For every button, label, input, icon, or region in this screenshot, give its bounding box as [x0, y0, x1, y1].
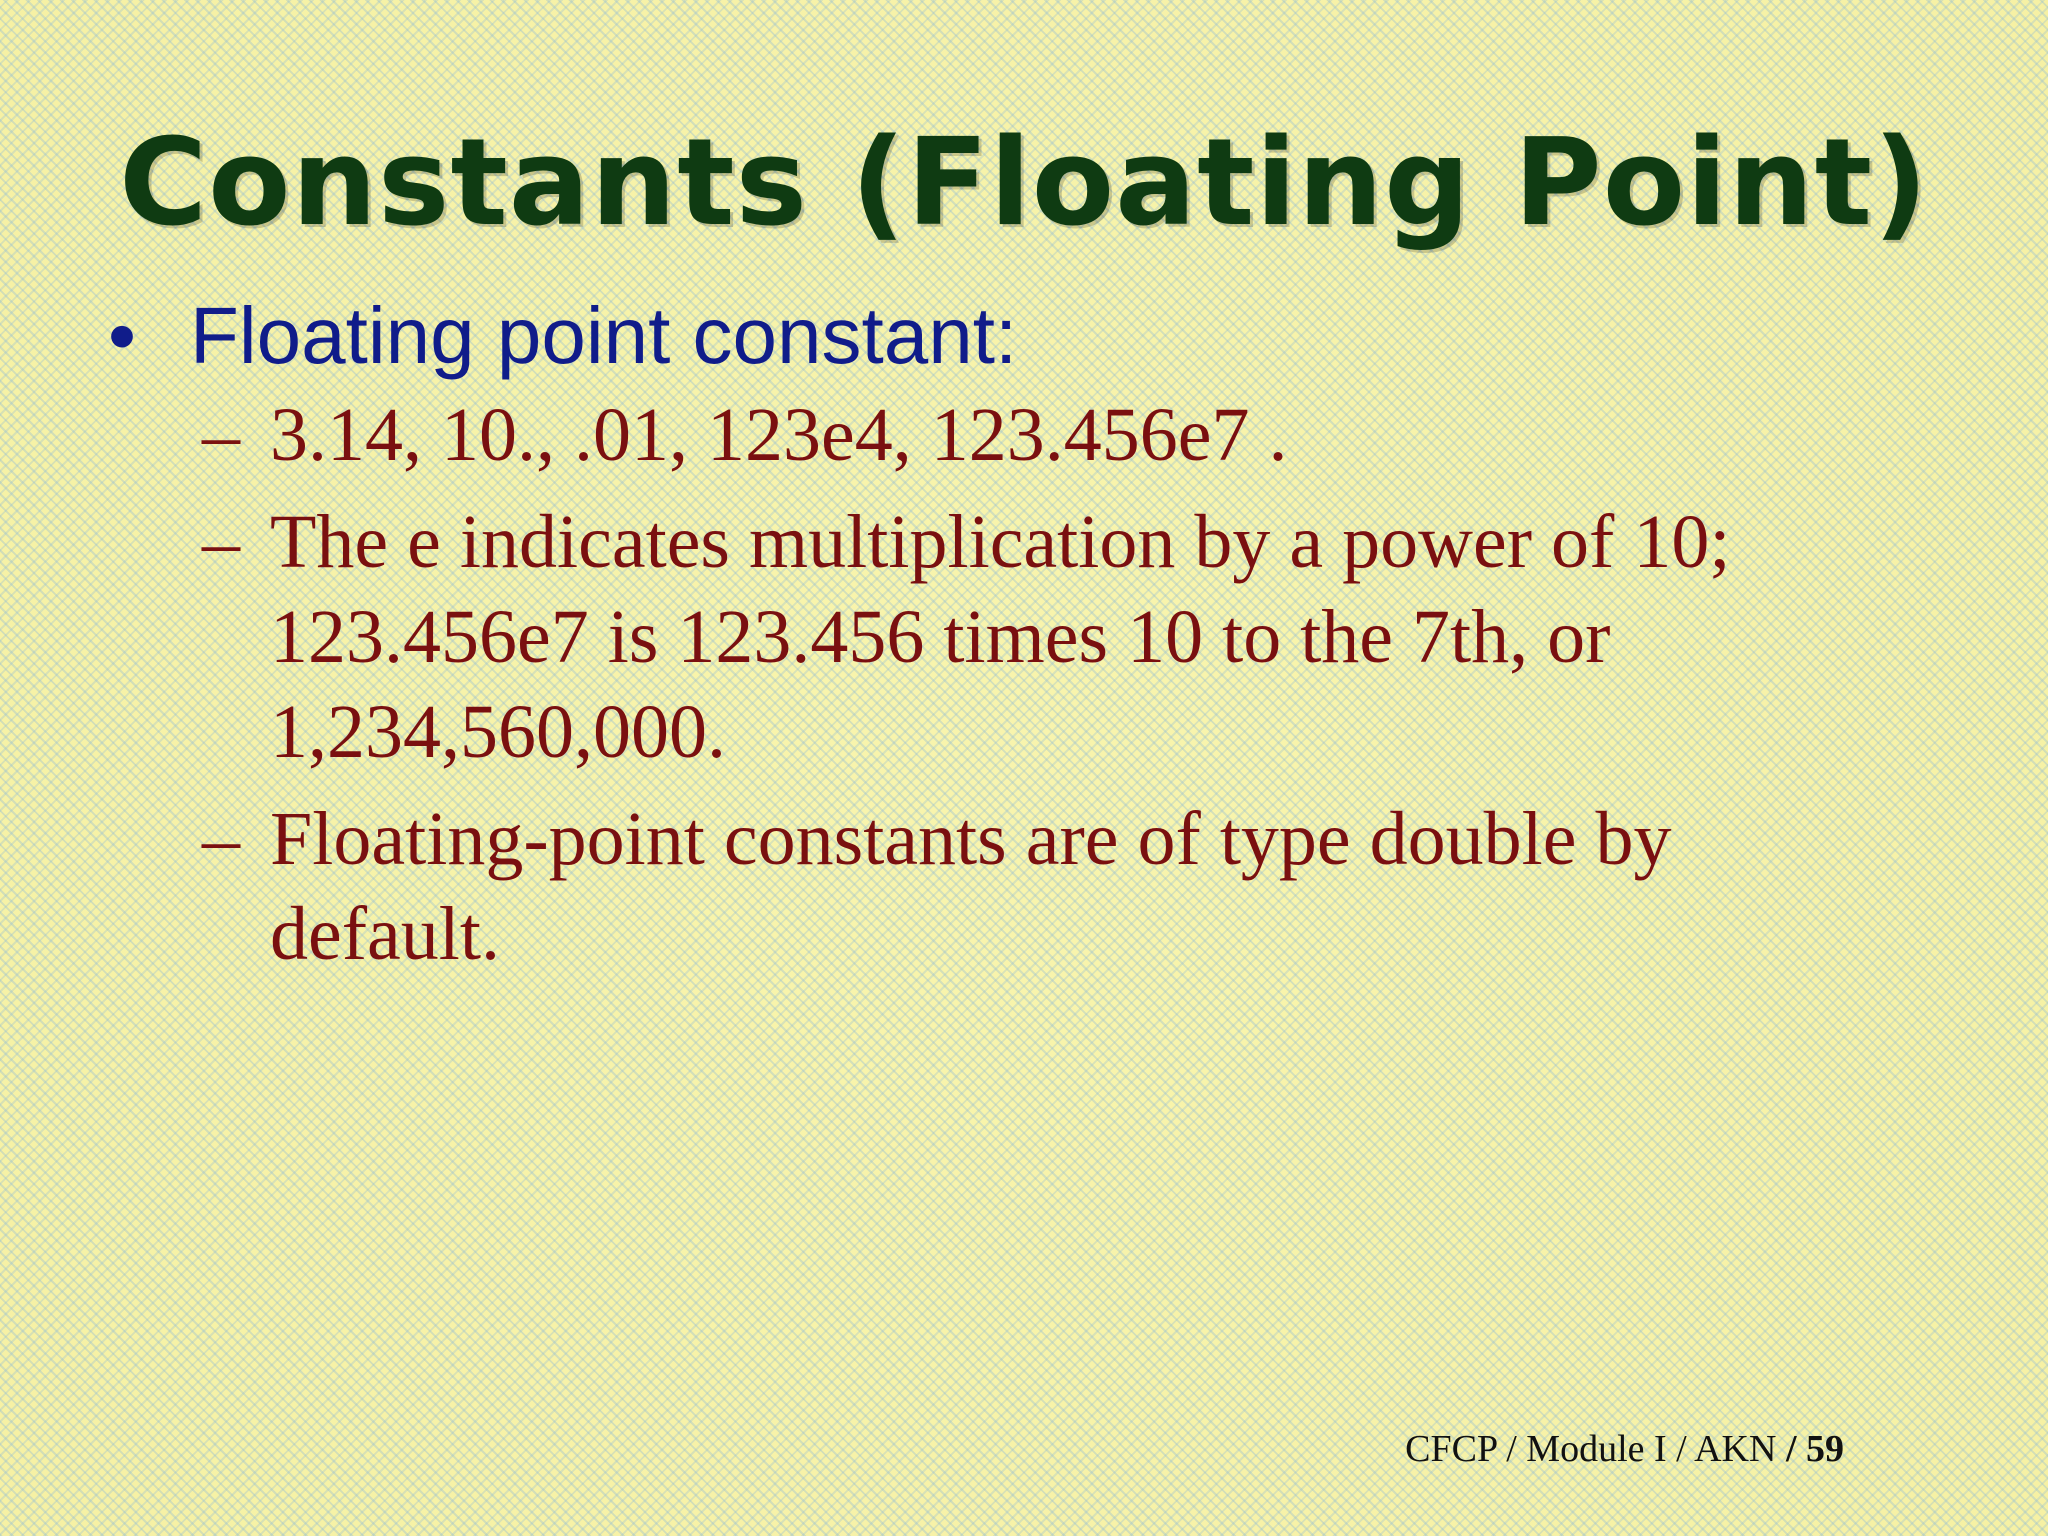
dash-icon: – — [202, 500, 240, 584]
sub-bullet-item — [104, 495, 1884, 780]
bullet-icon: • — [108, 291, 137, 380]
sub-bullet-text: 3.14, 10., .01, 123e4, 123.456e7 . — [270, 393, 1288, 477]
page-number: 59 — [1806, 1428, 1844, 1470]
sub-bullet-text: The e indicates multiplication by a power of 10; 123.456e7 is 123.456 times 10 to the 7th, or 1,234,560,000. — [270, 500, 1731, 774]
main-bullet-text: Floating point constant: — [190, 291, 1018, 380]
slide-title: Constants (Floating Point) — [119, 114, 1929, 253]
sub-bullet-item — [104, 388, 1884, 483]
sub-bullet-list — [104, 388, 1884, 982]
sub-bullet-text: Floating-point constants are of type double by default. — [270, 797, 1672, 976]
sub-bullet-item — [104, 792, 1884, 982]
main-bullet — [104, 290, 1884, 382]
footer-separator: / — [1785, 1428, 1797, 1470]
footer-space — [1797, 1428, 1807, 1470]
footer-text: CFCP / Module I / AKN — [1405, 1428, 1786, 1470]
slide-footer — [1405, 1427, 1844, 1471]
slide-content — [104, 290, 1884, 994]
dash-icon: – — [202, 393, 240, 477]
dash-icon: – — [202, 797, 240, 881]
